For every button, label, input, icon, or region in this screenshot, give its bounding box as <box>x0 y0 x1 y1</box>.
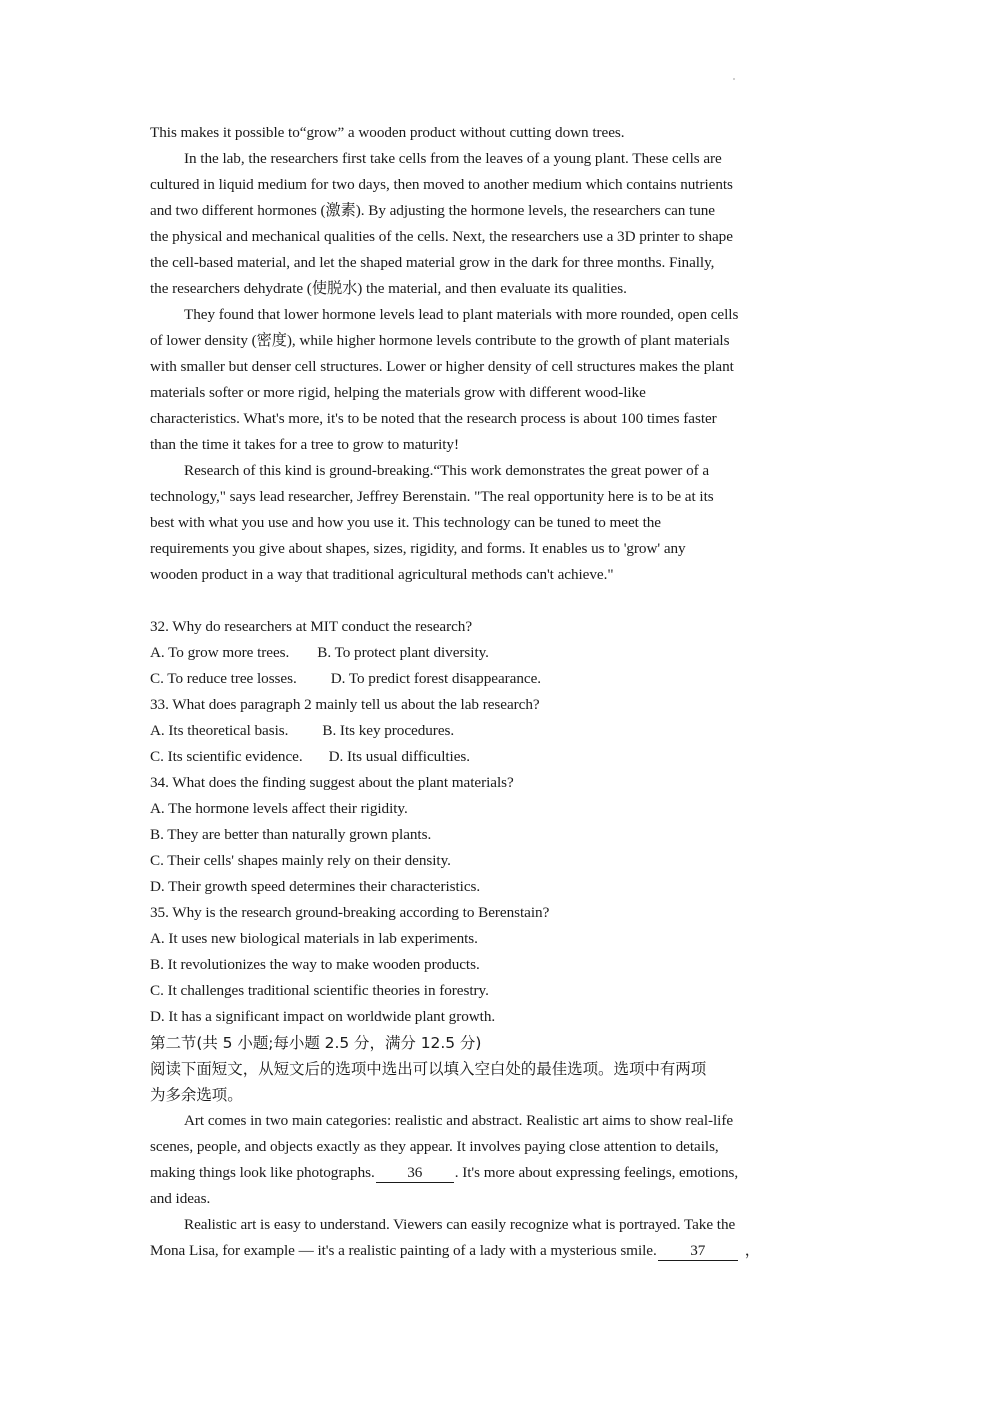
passage-line: with smaller but denser cell structures. Lower or higher density of cell structures makes the plant <box>150 358 734 375</box>
paragraph-art-categories <box>150 1108 850 1212</box>
passage-line: the researchers dehydrate (使脱水) the material, and then evaluate its qualities. <box>150 280 627 297</box>
passage-line: cultured in liquid medium for two days, then moved to another medium which contains nutrients <box>150 176 733 193</box>
passage-text: Mona Lisa, for example — it's a realistic painting of a lady with a mysterious smile. <box>150 1242 657 1259</box>
passage-text: making things look like photographs. <box>150 1164 375 1181</box>
option-a[interactable]: A. It uses new biological materials in lab experiments. <box>150 930 478 947</box>
question-stem: 32. Why do researchers at MIT conduct the research? <box>150 618 473 635</box>
passage-line: They found that lower hormone levels lead to plant materials with more rounded, open cells <box>184 306 739 323</box>
option-c[interactable]: C. Their cells' shapes mainly rely on their density. <box>150 852 451 869</box>
option-a[interactable]: A. To grow more trees. <box>150 644 290 661</box>
question-stem: 33. What does paragraph 2 mainly tell us about the lab research? <box>150 696 540 713</box>
spacer <box>150 588 850 614</box>
paragraph-ground-breaking <box>150 458 850 588</box>
passage-line: scenes, people, and objects exactly as they appear. It involves paying close attention to details, <box>150 1138 719 1155</box>
passage-line: Research of this kind is ground-breaking.“This work demonstrates the great power of a <box>184 462 710 479</box>
passage-line: requirements you give about shapes, sizes, rigidity, and forms. It enables us to 'grow' any <box>150 540 686 557</box>
passage-line: and ideas. <box>150 1190 211 1207</box>
section-2-header <box>150 1030 850 1108</box>
passage-line <box>150 1160 850 1186</box>
section-heading: 第二节(共 5 小题;每小题 2.5 分，满分 12.5 分) <box>150 1034 482 1052</box>
passage-line: In the lab, the researchers first take cells from the leaves of a young plant. These cells are <box>184 150 722 167</box>
passage-line: wooden product in a way that traditional agricultural methods can't achieve." <box>150 566 614 583</box>
paragraph-realistic-art <box>150 1212 850 1264</box>
option-d[interactable]: D. Its usual difficulties. <box>328 748 471 765</box>
option-d[interactable]: D. Their growth speed determines their characteristics. <box>150 878 481 895</box>
option-c[interactable]: C. To reduce tree losses. <box>150 670 297 687</box>
question-33 <box>150 692 850 770</box>
option-b[interactable]: B. It revolutionizes the way to make wooden products. <box>150 956 480 973</box>
blank-36[interactable]: 36 <box>376 1163 454 1183</box>
question-35 <box>150 900 850 1030</box>
question-stem: 35. Why is the research ground-breaking according to Berenstain? <box>150 904 550 921</box>
passage-text: . It's more about expressing feelings, emotions, <box>454 1164 739 1181</box>
option-row <box>150 640 850 666</box>
option-a[interactable]: A. The hormone levels affect their rigidity. <box>150 800 408 817</box>
passage-line: of lower density (密度), while higher hormone levels contribute to the growth of plant materials <box>150 332 730 349</box>
blank-37[interactable]: 37 <box>658 1241 738 1261</box>
passage-line: the physical and mechanical qualities of the cells. Next, the researchers use a 3D printer to shape <box>150 228 733 245</box>
option-a[interactable]: A. Its theoretical basis. <box>150 722 289 739</box>
question-34 <box>150 770 850 900</box>
passage-line: This makes it possible to“grow” a wooden product without cutting down trees. <box>150 124 625 141</box>
passage-line: Realistic art is easy to understand. Viewers can easily recognize what is portrayed. Take the <box>184 1216 736 1233</box>
paragraph-lab-process <box>150 146 850 302</box>
option-d[interactable]: D. To predict forest disappearance. <box>330 670 542 687</box>
passage-line: materials softer or more rigid, helping the materials grow with different wood-like <box>150 384 646 401</box>
option-b[interactable]: B. They are better than naturally grown plants. <box>150 826 432 843</box>
paragraph-findings <box>150 302 850 458</box>
option-b[interactable]: B. To protect plant diversity. <box>317 644 489 661</box>
option-row <box>150 718 850 744</box>
option-row <box>150 744 850 770</box>
option-c[interactable]: C. Its scientific evidence. <box>150 748 303 765</box>
section-instruction: 阅读下面短文，从短文后的选项中选出可以填入空白处的最佳选项。选项中有两项 <box>150 1060 707 1078</box>
passage-line: and two different hormones (激素). By adjusting the hormone levels, the researchers can tune <box>150 202 716 219</box>
option-d[interactable]: D. It has a significant impact on worldwide plant growth. <box>150 1008 496 1025</box>
passage-line: best with what you use and how you use it. This technology can be tuned to meet the <box>150 514 662 531</box>
passage-line: than the time it takes for a tree to grow to maturity! <box>150 436 459 453</box>
passage-line: technology," says lead researcher, Jeffrey Berenstain. "The real opportunity here is to be at its <box>150 488 714 505</box>
question-stem: 34. What does the finding suggest about the plant materials? <box>150 774 514 791</box>
passage-text: ， <box>744 1242 760 1259</box>
option-row <box>150 666 850 692</box>
option-b[interactable]: B. Its key procedures. <box>322 722 455 739</box>
page-content <box>150 120 850 1264</box>
option-c[interactable]: C. It challenges traditional scientific theories in forestry. <box>150 982 489 999</box>
passage-line: the cell-based material, and let the shaped material grow in the dark for three months. Finally, <box>150 254 715 271</box>
section-instruction: 为多余选项。 <box>150 1086 243 1104</box>
scan-mark <box>733 78 735 80</box>
question-32 <box>150 614 850 692</box>
passage-line <box>150 1238 850 1264</box>
passage-line: characteristics. What's more, it's to be noted that the research process is about 100 times faster <box>150 410 717 427</box>
passage-line: Art comes in two main categories: realistic and abstract. Realistic art aims to show real-life <box>184 1112 734 1129</box>
